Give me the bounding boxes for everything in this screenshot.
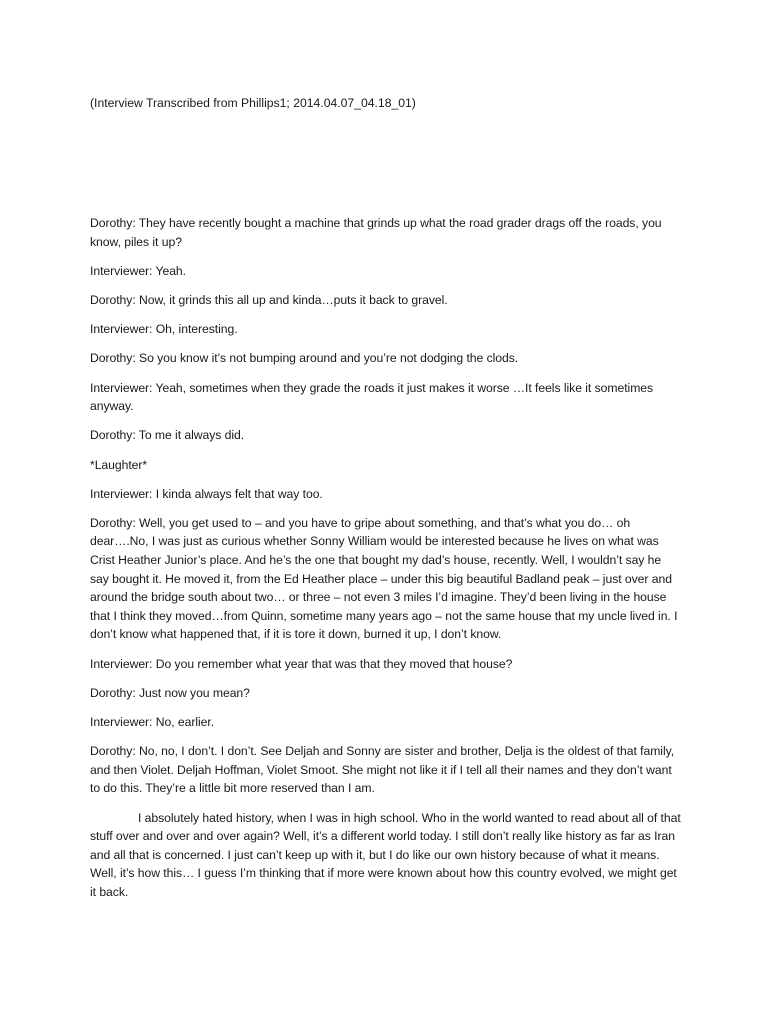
paragraph-4: Interviewer: Oh, interesting. xyxy=(90,322,238,337)
paragraph-14: Dorothy: No, no, I don’t. I don’t. See Deljah and Sonny are sister and brother, Delja is the oldest of that family, and then Violet. Deljah Hoffman, Violet Smoot. She might not like it if I tell all their names and they don’t want to do this. They’re a little bit more reserved than I am. xyxy=(90,744,675,796)
paragraph-9: Interviewer: I kinda always felt that way too. xyxy=(90,486,323,501)
paragraph-7: Dorothy: To me it always did. xyxy=(90,428,245,443)
paragraph-5: Dorothy: So you know it’s not bumping around and you’re not dodging the clods. xyxy=(90,351,519,366)
document-header: (Interview Transcribed from Phillips1; 2014.04.07_04.18_01) xyxy=(90,96,416,110)
paragraph-3: Dorothy: Now, it grinds this all up and kinda…puts it back to gravel. xyxy=(90,292,448,307)
paragraph-6: Interviewer: Yeah, sometimes when they grade the roads it just makes it worse …It feels like it sometimes anyway. xyxy=(90,380,654,414)
paragraph-11: Interviewer: Do you remember what year that was that they moved that house? xyxy=(90,656,513,671)
paragraph-2: Interviewer: Yeah. xyxy=(90,263,186,278)
transcript-body xyxy=(90,214,682,902)
paragraph-12: Dorothy: Just now you mean? xyxy=(90,685,250,700)
paragraph-8: *Laughter* xyxy=(90,457,148,472)
paragraph-10: Dorothy: Well, you get used to – and you have to gripe about something, and that’s what you do… oh dear….No, I was just as curious whether Sonny William would be interested because he lives on what was Crist Heather Junior’s place. And he’s the one that bought my dad’s house, recently. Well, I wouldn’t say he say bought it. He moved it, from the Ed Heather place – under this big beautiful Badland peak – just over and around the bridge south about two… or three – not even 3 miles I’d imagine. They’d been living in the house that I think they moved…from Quinn, sometime many years ago – not the same house that my uncle lived in. I don’t know what happened that, if it is tore it down, burned it up, I don’t know. xyxy=(90,515,678,642)
paragraph-1: Dorothy: They have recently bought a machine that grinds up what the road grader drags off the roads, you know, piles it up? xyxy=(90,216,662,249)
paragraph-13: Interviewer: No, earlier. xyxy=(90,715,215,729)
paragraph-15: I absolutely hated history, when I was in high school. Who in the world wanted to read about all of that stuff over and over and over again? Well, it’s a different world today. I still don’t really like history as far as Iran and all that is concerned. I just can’t keep up with it, but I do like our own history because of what it means. Well, it’s how this… I guess I’m thinking that if more were known about how this country evolved, we might get it back. xyxy=(90,810,681,899)
